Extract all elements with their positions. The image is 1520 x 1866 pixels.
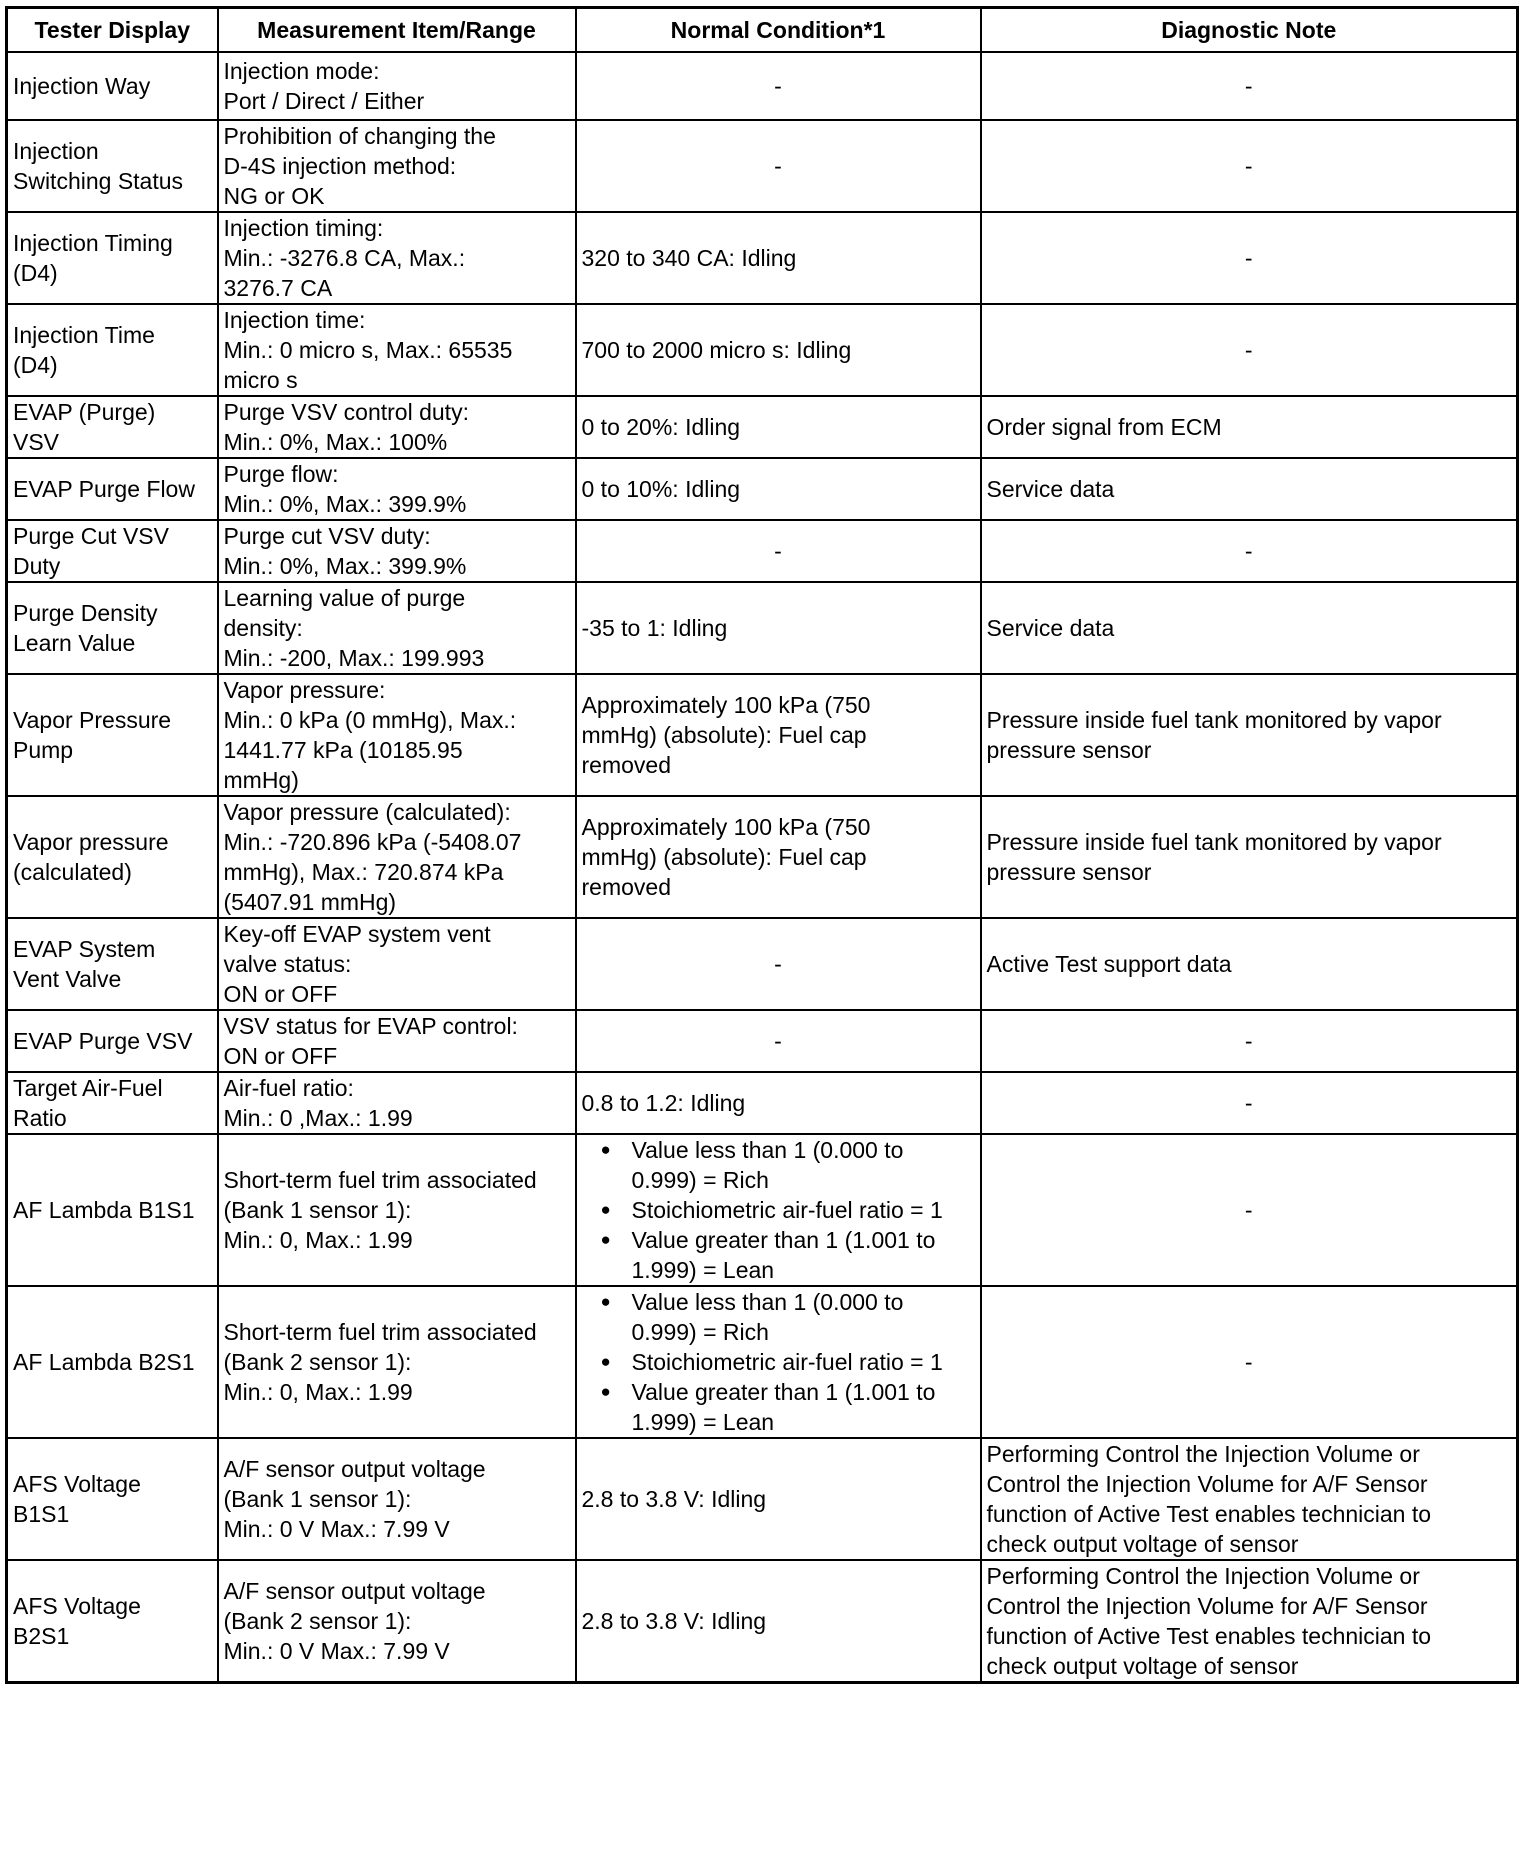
text-line: Min.: -3276.8 CA, Max.: bbox=[223, 245, 466, 271]
text-line: Service data bbox=[986, 476, 1115, 502]
bullet-item bbox=[582, 1377, 975, 1437]
text-line: check output voltage of sensor bbox=[986, 1653, 1299, 1679]
text-line: VSV status for EVAP control: bbox=[223, 1013, 518, 1039]
text-line: Purge Cut VSV bbox=[13, 523, 169, 549]
text-line: - bbox=[1244, 153, 1253, 179]
text-line: B2S1 bbox=[13, 1623, 70, 1649]
text-line: (Bank 1 sensor 1): bbox=[223, 1197, 412, 1223]
text-line: 2.8 to 3.8 V: Idling bbox=[581, 1486, 767, 1512]
text-line: (calculated) bbox=[13, 859, 132, 885]
text-line: - bbox=[1244, 1090, 1253, 1116]
table-row bbox=[7, 918, 1518, 1010]
text-line: ● Value less than 1 (0.000 to bbox=[631, 1289, 904, 1315]
diagnostic-note-cell bbox=[981, 918, 1518, 1010]
text-line: Pressure inside fuel tank monitored by vapor bbox=[986, 829, 1442, 855]
measurement-range-cell bbox=[218, 520, 576, 582]
text-line: - bbox=[774, 951, 782, 977]
normal-condition-cell bbox=[576, 120, 981, 212]
text-line: - bbox=[774, 1028, 782, 1054]
text-line: Min.: 0%, Max.: 100% bbox=[223, 429, 448, 455]
normal-condition-cell bbox=[576, 1072, 981, 1134]
normal-condition-cell bbox=[576, 396, 981, 458]
bullet-item bbox=[582, 1195, 975, 1225]
diagnostic-note-cell bbox=[981, 458, 1518, 520]
measurement-range-cell bbox=[218, 52, 576, 120]
text-line: - bbox=[774, 73, 782, 99]
normal-condition-cell bbox=[576, 304, 981, 396]
table-row bbox=[7, 304, 1518, 396]
text-line: - bbox=[774, 538, 782, 564]
text-line: (Bank 2 sensor 1): bbox=[223, 1608, 412, 1634]
text-line: 1441.77 kPa (10185.95 bbox=[223, 737, 463, 763]
table-row bbox=[7, 582, 1518, 674]
table-row bbox=[7, 1010, 1518, 1072]
text-line: A/F sensor output voltage bbox=[223, 1456, 486, 1482]
text-line: EVAP (Purge) bbox=[13, 399, 156, 425]
bullet-list bbox=[582, 1135, 975, 1285]
text-line: Purge cut VSV duty: bbox=[223, 523, 431, 549]
tester-display-cell bbox=[7, 1010, 218, 1072]
bullet-list bbox=[582, 1287, 975, 1437]
table-row bbox=[7, 212, 1518, 304]
text-line: 1.999) = Lean bbox=[631, 1257, 775, 1283]
text-line: density: bbox=[223, 615, 303, 641]
measurement-range-cell bbox=[218, 120, 576, 212]
text-line: pressure sensor bbox=[986, 737, 1152, 763]
text-line: Vapor pressure (calculated): bbox=[223, 799, 511, 825]
measurement-range-cell bbox=[218, 1134, 576, 1286]
text-line: -35 to 1: Idling bbox=[581, 615, 728, 641]
text-line: Min.: 0%, Max.: 399.9% bbox=[223, 553, 467, 579]
text-line: (Bank 2 sensor 1): bbox=[223, 1349, 412, 1375]
diagnostic-note-cell bbox=[981, 396, 1518, 458]
diagnostic-note-cell bbox=[981, 520, 1518, 582]
measurement-range-cell bbox=[218, 396, 576, 458]
diagnostic-note-cell bbox=[981, 582, 1518, 674]
text-line: Vent Valve bbox=[13, 966, 122, 992]
table-row bbox=[7, 674, 1518, 796]
text-line: (Bank 1 sensor 1): bbox=[223, 1486, 412, 1512]
tester-display-cell bbox=[7, 1438, 218, 1560]
text-line: mmHg) (absolute): Fuel cap bbox=[581, 844, 867, 870]
text-line: - bbox=[1244, 337, 1253, 363]
text-line: Purge flow: bbox=[223, 461, 339, 487]
bullet-item bbox=[582, 1135, 975, 1195]
text-line: removed bbox=[581, 874, 671, 900]
text-line: Vapor Pressure bbox=[13, 707, 172, 733]
text-line: EVAP Purge VSV bbox=[13, 1028, 193, 1054]
normal-condition-cell bbox=[576, 1560, 981, 1683]
measurement-range-cell bbox=[218, 1560, 576, 1683]
text-line: A/F sensor output voltage bbox=[223, 1578, 486, 1604]
text-line: - bbox=[1244, 73, 1253, 99]
text-line: 1.999) = Lean bbox=[631, 1409, 775, 1435]
diagnostic-note-cell bbox=[981, 212, 1518, 304]
text-line: ● Value greater than 1 (1.001 to bbox=[631, 1379, 936, 1405]
normal-condition-cell bbox=[576, 582, 981, 674]
tester-display-cell bbox=[7, 212, 218, 304]
text-line: - bbox=[774, 153, 782, 179]
measurement-range-cell bbox=[218, 1286, 576, 1438]
diagnostic-note-cell bbox=[981, 120, 1518, 212]
diagnostic-note-cell bbox=[981, 1072, 1518, 1134]
diagnostic-note-cell bbox=[981, 1438, 1518, 1560]
text-line: Approximately 100 kPa (750 bbox=[581, 814, 871, 840]
diagnostic-note-cell bbox=[981, 1560, 1518, 1683]
normal-condition-cell bbox=[576, 918, 981, 1010]
text-line: Duty bbox=[13, 553, 61, 579]
text-line: (5407.91 mmHg) bbox=[223, 889, 397, 915]
tester-data-table bbox=[5, 6, 1519, 1684]
text-line: B1S1 bbox=[13, 1501, 70, 1527]
text-line: D-4S injection method: bbox=[223, 153, 457, 179]
normal-condition-cell bbox=[576, 796, 981, 918]
tester-display-cell bbox=[7, 1134, 218, 1286]
text-line: Min.: 0 ,Max.: 1.99 bbox=[223, 1105, 413, 1131]
text-line: Injection Time bbox=[13, 322, 155, 348]
text-line: AFS Voltage bbox=[13, 1471, 141, 1497]
text-line: 3276.7 CA bbox=[223, 275, 333, 301]
measurement-range-cell bbox=[218, 582, 576, 674]
table-row bbox=[7, 1134, 1518, 1286]
text-line: 2.8 to 3.8 V: Idling bbox=[581, 1608, 767, 1634]
measurement-range-cell bbox=[218, 212, 576, 304]
tester-display-cell bbox=[7, 520, 218, 582]
text-line: ● Stoichiometric air-fuel ratio = 1 bbox=[631, 1349, 943, 1375]
text-line: Min.: 0 micro s, Max.: 65535 bbox=[223, 337, 513, 363]
text-line: Min.: 0, Max.: 1.99 bbox=[223, 1227, 413, 1253]
text-line: Min.: -720.896 kPa (-5408.07 bbox=[223, 829, 522, 855]
normal-condition-cell bbox=[576, 674, 981, 796]
text-line: removed bbox=[581, 752, 671, 778]
text-line: Min.: 0 V Max.: 7.99 V bbox=[223, 1516, 450, 1542]
text-line: Injection time: bbox=[223, 307, 366, 333]
text-line: Air-fuel ratio: bbox=[223, 1075, 354, 1101]
diagnostic-note-cell bbox=[981, 304, 1518, 396]
text-line: - bbox=[1244, 245, 1253, 271]
header-normal-condition: Normal Condition*1 bbox=[576, 8, 981, 53]
tester-display-cell bbox=[7, 796, 218, 918]
tester-display-cell bbox=[7, 1286, 218, 1438]
text-line: ● Value less than 1 (0.000 to bbox=[631, 1137, 904, 1163]
text-line: Min.: -200, Max.: 199.993 bbox=[223, 645, 485, 671]
header-row bbox=[7, 8, 1518, 53]
table-row bbox=[7, 396, 1518, 458]
diagnostic-note-cell bbox=[981, 1010, 1518, 1072]
text-line: 0.8 to 1.2: Idling bbox=[581, 1090, 746, 1116]
normal-condition-cell bbox=[576, 1438, 981, 1560]
measurement-range-cell bbox=[218, 674, 576, 796]
text-line: function of Active Test enables technician to bbox=[986, 1501, 1432, 1527]
text-line: Injection timing: bbox=[223, 215, 384, 241]
text-line: Service data bbox=[986, 615, 1115, 641]
text-line: AFS Voltage bbox=[13, 1593, 141, 1619]
text-line: ON or OFF bbox=[223, 1043, 338, 1069]
text-line: Learn Value bbox=[13, 630, 136, 656]
text-line: Active Test support data bbox=[986, 951, 1232, 977]
text-line: - bbox=[1244, 1197, 1253, 1223]
text-line: Switching Status bbox=[13, 168, 184, 194]
text-line: Pump bbox=[13, 737, 74, 763]
text-line: VSV bbox=[13, 429, 60, 455]
text-line: Target Air-Fuel bbox=[13, 1075, 163, 1101]
header-tester-display: Tester Display bbox=[7, 8, 218, 53]
text-line: Performing Control the Injection Volume or bbox=[986, 1563, 1420, 1589]
tester-display-cell bbox=[7, 458, 218, 520]
normal-condition-cell bbox=[576, 1134, 981, 1286]
measurement-range-cell bbox=[218, 796, 576, 918]
text-line: - bbox=[1244, 538, 1253, 564]
table-row bbox=[7, 1286, 1518, 1438]
text-line: Vapor pressure: bbox=[223, 677, 386, 703]
tester-display-cell bbox=[7, 1072, 218, 1134]
diagnostic-note-cell bbox=[981, 1286, 1518, 1438]
diagnostic-note-cell bbox=[981, 1134, 1518, 1286]
text-line: Ratio bbox=[13, 1105, 67, 1131]
text-line: AF Lambda B1S1 bbox=[13, 1197, 195, 1223]
tester-display-cell bbox=[7, 674, 218, 796]
text-line: NG or OK bbox=[223, 183, 325, 209]
header-measurement-item: Measurement Item/Range bbox=[218, 8, 576, 53]
text-line: 320 to 340 CA: Idling bbox=[581, 245, 797, 271]
normal-condition-cell bbox=[576, 1010, 981, 1072]
normal-condition-cell bbox=[576, 458, 981, 520]
text-line: (D4) bbox=[13, 260, 58, 286]
text-line: Injection mode: bbox=[223, 58, 380, 84]
text-line: ● Value greater than 1 (1.001 to bbox=[631, 1227, 936, 1253]
measurement-range-cell bbox=[218, 1010, 576, 1072]
text-line: 0.999) = Rich bbox=[631, 1319, 769, 1345]
normal-condition-cell bbox=[576, 1286, 981, 1438]
text-line: EVAP Purge Flow bbox=[13, 476, 195, 502]
tester-display-cell bbox=[7, 396, 218, 458]
text-line: Purge VSV control duty: bbox=[223, 399, 469, 425]
header-diagnostic-note: Diagnostic Note bbox=[981, 8, 1518, 53]
text-line: Pressure inside fuel tank monitored by vapor bbox=[986, 707, 1442, 733]
table-row bbox=[7, 520, 1518, 582]
text-line: ● Stoichiometric air-fuel ratio = 1 bbox=[631, 1197, 943, 1223]
text-line: Short-term fuel trim associated bbox=[223, 1319, 537, 1345]
measurement-range-cell bbox=[218, 918, 576, 1010]
measurement-range-cell bbox=[218, 1438, 576, 1560]
text-line: EVAP System bbox=[13, 936, 156, 962]
text-line: Injection Timing bbox=[13, 230, 173, 256]
tester-display-cell bbox=[7, 582, 218, 674]
text-line: function of Active Test enables technician to bbox=[986, 1623, 1432, 1649]
diagnostic-note-cell bbox=[981, 796, 1518, 918]
text-line: mmHg), Max.: 720.874 kPa bbox=[223, 859, 504, 885]
text-line: Purge Density bbox=[13, 600, 158, 626]
measurement-range-cell bbox=[218, 304, 576, 396]
diagnostic-note-cell bbox=[981, 52, 1518, 120]
tester-display-cell bbox=[7, 120, 218, 212]
text-line: check output voltage of sensor bbox=[986, 1531, 1299, 1557]
text-line: Vapor pressure bbox=[13, 829, 169, 855]
measurement-range-cell bbox=[218, 458, 576, 520]
bullet-item bbox=[582, 1225, 975, 1285]
text-line: 0 to 20%: Idling bbox=[581, 414, 741, 440]
normal-condition-cell bbox=[576, 520, 981, 582]
text-line: Min.: 0 kPa (0 mmHg), Max.: bbox=[223, 707, 517, 733]
table-row bbox=[7, 120, 1518, 212]
text-line: pressure sensor bbox=[986, 859, 1152, 885]
text-line: Min.: 0, Max.: 1.99 bbox=[223, 1379, 413, 1405]
text-line: Injection bbox=[13, 138, 99, 164]
table-row bbox=[7, 1560, 1518, 1683]
text-line: (D4) bbox=[13, 352, 58, 378]
tester-display-cell bbox=[7, 52, 218, 120]
text-line: Order signal from ECM bbox=[986, 414, 1222, 440]
table-row bbox=[7, 458, 1518, 520]
table-row bbox=[7, 52, 1518, 120]
text-line: Key-off EVAP system vent bbox=[223, 921, 491, 947]
text-line: Approximately 100 kPa (750 bbox=[581, 692, 871, 718]
diagnostic-note-cell bbox=[981, 674, 1518, 796]
normal-condition-cell bbox=[576, 52, 981, 120]
text-line: 700 to 2000 micro s: Idling bbox=[581, 337, 852, 363]
text-line: 0.999) = Rich bbox=[631, 1167, 769, 1193]
text-line: mmHg) bbox=[223, 767, 299, 793]
text-line: valve status: bbox=[223, 951, 352, 977]
bullet-item bbox=[582, 1287, 975, 1347]
text-line: Learning value of purge bbox=[223, 585, 466, 611]
text-line: Short-term fuel trim associated bbox=[223, 1167, 537, 1193]
text-line: 0 to 10%: Idling bbox=[581, 476, 741, 502]
text-line: Port / Direct / Either bbox=[223, 88, 425, 114]
tester-display-cell bbox=[7, 304, 218, 396]
tester-display-cell bbox=[7, 918, 218, 1010]
tester-display-cell bbox=[7, 1560, 218, 1683]
text-line: Min.: 0 V Max.: 7.99 V bbox=[223, 1638, 450, 1664]
text-line: Control the Injection Volume for A/F Sensor bbox=[986, 1471, 1428, 1497]
text-line: Injection Way bbox=[13, 73, 151, 99]
text-line: - bbox=[1244, 1349, 1253, 1375]
table-row bbox=[7, 1072, 1518, 1134]
text-line: micro s bbox=[223, 367, 298, 393]
text-line: AF Lambda B2S1 bbox=[13, 1349, 195, 1375]
text-line: Performing Control the Injection Volume or bbox=[986, 1441, 1420, 1467]
text-line: Control the Injection Volume for A/F Sensor bbox=[986, 1593, 1428, 1619]
normal-condition-cell bbox=[576, 212, 981, 304]
text-line: - bbox=[1244, 1028, 1253, 1054]
measurement-range-cell bbox=[218, 1072, 576, 1134]
text-line: Prohibition of changing the bbox=[223, 123, 496, 149]
text-line: ON or OFF bbox=[223, 981, 338, 1007]
table-row bbox=[7, 796, 1518, 918]
text-line: mmHg) (absolute): Fuel cap bbox=[581, 722, 867, 748]
text-line: Min.: 0%, Max.: 399.9% bbox=[223, 491, 467, 517]
table-row bbox=[7, 1438, 1518, 1560]
bullet-item bbox=[582, 1347, 975, 1377]
